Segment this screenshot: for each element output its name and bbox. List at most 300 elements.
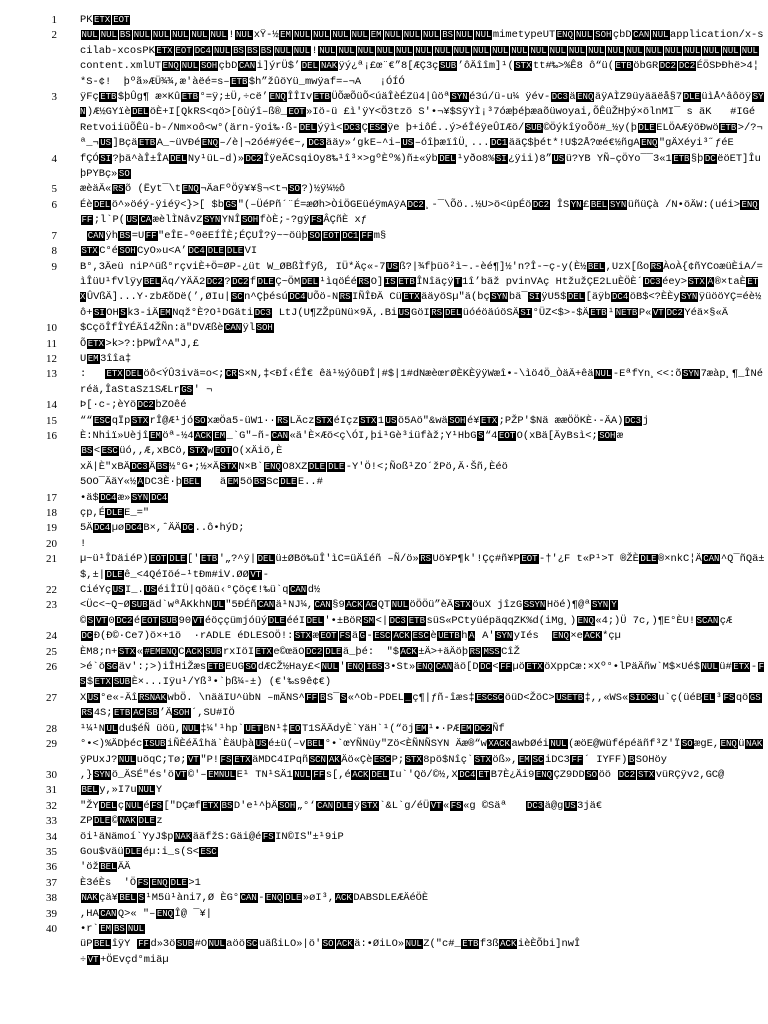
text-line: [0, 937, 768, 952]
text-line: [0, 922, 768, 937]
control-char-badge: UL: [212, 600, 224, 611]
control-char-badge: NUL: [396, 45, 413, 56]
text-run: þ: [630, 121, 637, 134]
text-run: È×...Iÿu¹/Yß³•`þß¼-±) (€'‰s9ê¢€): [131, 676, 332, 689]
control-char-badge: DEL: [445, 307, 462, 318]
control-char-badge: DLE: [207, 246, 224, 257]
text-run: !: [311, 44, 318, 57]
control-char-badge: SI: [100, 153, 112, 164]
control-char-badge: DC4: [612, 292, 629, 303]
control-char-badge: NUL: [118, 754, 136, 765]
control-char-badge: SUB: [176, 939, 194, 950]
control-char-badge: ESC: [101, 446, 118, 457]
text-run: çä¥: [99, 892, 118, 905]
text-run: "eÎE-º0ëEÍÎÈ;ÉÇUÎ?ÿ~~öüþ: [158, 229, 308, 242]
text-run: e©œäO: [273, 645, 305, 658]
text-run: P«: [638, 306, 652, 319]
control-char-badge: DC2: [532, 199, 550, 210]
line-content: [80, 198, 765, 229]
control-char-badge: ETX: [403, 292, 420, 303]
control-char-badge: ETB: [138, 138, 156, 149]
control-char-badge: ACK: [352, 769, 369, 780]
control-char-badge: SYN: [610, 199, 627, 210]
text-run: Î@ ¯¥|: [174, 907, 212, 920]
control-char-badge: UET: [245, 723, 262, 734]
control-char-badge: NUL: [549, 45, 566, 56]
control-char-badge: FS: [151, 800, 162, 811]
text-run: öª-½4: [162, 429, 194, 442]
control-char-badge: ETB: [181, 92, 198, 103]
control-char-badge: BS: [114, 923, 125, 934]
text-run: äMDC4: [252, 753, 284, 766]
control-char-badge: NUL: [357, 45, 374, 56]
text-run: ýÿì<: [317, 121, 343, 134]
text-run: IPqñ: [283, 753, 309, 766]
control-char-badge: DEL: [125, 369, 142, 380]
text-run: ÇZ9DD: [553, 768, 585, 781]
text-run: E_=": [124, 507, 150, 519]
control-char-badge: EMNUL: [208, 769, 236, 780]
line-content: [80, 460, 765, 475]
text-run: 1: [377, 414, 385, 427]
text-run: ièÈÕbi]nwÎ: [517, 938, 581, 951]
control-char-badge: STX: [81, 246, 98, 257]
control-char-badge: DEL: [306, 615, 323, 626]
control-char-badge: EM: [370, 30, 382, 41]
control-char-badge: NUL: [453, 45, 470, 56]
text-run: h: [461, 630, 468, 643]
control-char-badge: ACK: [393, 631, 410, 642]
control-char-badge: NUL: [703, 45, 720, 56]
control-char-badge: DEL: [170, 153, 187, 164]
text-run: awbØéi: [511, 738, 549, 751]
line-content: [80, 737, 765, 768]
control-char-badge: DC: [704, 153, 716, 164]
line-content: [80, 429, 765, 444]
text-run: <Üc<~Q~Ø: [80, 599, 130, 612]
control-char-badge: NUL: [182, 723, 199, 734]
line-number: 13: [46, 368, 57, 381]
control-char-badge: RS: [431, 307, 443, 318]
control-char-badge: DEL: [371, 769, 388, 780]
text-run: bä¯: [508, 291, 528, 304]
line-content: [80, 414, 765, 429]
control-char-badge: SYN: [80, 92, 764, 118]
control-char-badge: ENQ: [347, 662, 364, 673]
text-run: ¹¼¹N: [80, 722, 105, 735]
control-char-badge: ENQ: [720, 739, 737, 750]
text-run: ÿl: [242, 322, 256, 335]
text-run: ]Bçä: [112, 137, 138, 150]
text-run: Gou$väü: [80, 845, 124, 858]
text-run: ÿüööYÇ=éè½ô+: [80, 291, 762, 319]
control-char-badge: NUL: [319, 45, 336, 56]
text-run: DABSDLE: [353, 892, 397, 905]
control-char-badge: RS: [112, 184, 124, 195]
text-run: ß?|¾fþüö²ì~.-èé¶]½'n?Î-~ç-y(È½: [399, 260, 587, 273]
control-char-badge: NUL: [127, 923, 145, 934]
text-run: ©ÖýkîÿoÕö#_½y(: [543, 121, 631, 134]
text-run: Ç: [361, 121, 368, 134]
control-char-badge: DLE: [169, 554, 186, 565]
control-char-badge: DC2: [618, 769, 635, 780]
text-line: [0, 768, 768, 783]
line-number: 39: [46, 907, 57, 920]
control-char-badge: NUL: [100, 30, 117, 41]
control-char-badge: ETX: [87, 338, 104, 349]
control-char-badge: NUL: [313, 30, 330, 41]
control-char-badge: ETX: [480, 415, 498, 426]
control-char-badge: ENQ: [266, 893, 283, 904]
control-char-badge: EM: [518, 754, 530, 765]
line-content: [80, 830, 765, 845]
control-char-badge: EM: [87, 353, 99, 364]
control-char-badge: EM: [100, 923, 112, 934]
text-line: [0, 229, 768, 244]
text-run: f3ß: [479, 938, 499, 951]
line-number: 3: [51, 91, 57, 104]
control-char-badge: ETX: [156, 45, 173, 56]
text-run: æ: [312, 630, 319, 643]
text-run: PK: [80, 14, 93, 26]
control-char-badge: NUL: [235, 30, 253, 41]
control-char-badge: G: [359, 631, 365, 642]
control-char-badge: SSYN: [523, 600, 546, 611]
text-run: süS«PCtyüépäqqZK%d(iMg¸): [426, 614, 577, 627]
text-run: -Y'Ö!<;Ñoß¹ZO´žPö,Ä·Šñ,Èéö: [345, 460, 508, 473]
line-content: [80, 629, 765, 644]
text-run: N×B`: [238, 460, 264, 473]
text-run: E¹ TN¹SÄ1: [236, 768, 293, 781]
text-run: IÑÎÐÄ Cü: [352, 291, 402, 304]
text-line: [0, 876, 768, 891]
text-run: ö^»öéý-ÿiéÿ<}>[ $b: [111, 198, 224, 211]
line-number: 2: [51, 29, 57, 42]
control-char-badge: CA: [140, 215, 152, 226]
control-char-badge: EOT: [320, 631, 337, 642]
control-char-badge: SB: [147, 708, 158, 719]
control-char-badge: ACK: [584, 631, 601, 642]
text-run: '„?^ÿ|: [218, 553, 257, 566]
text-run: é: [143, 799, 150, 812]
text-run: $þÛg¶ æ×Kû: [117, 91, 181, 104]
control-char-badge: DLE: [280, 477, 297, 488]
text-line: [0, 891, 768, 906]
text-line: [0, 121, 768, 152]
text-run: >/?¬ª_¬: [80, 121, 763, 150]
control-char-badge: AC: [365, 600, 377, 611]
control-char-badge: DC3: [254, 307, 271, 318]
line-content: [80, 28, 765, 90]
control-char-badge: NUL: [456, 30, 473, 41]
control-char-badge: ACK: [346, 600, 363, 611]
text-run: ä: [351, 630, 359, 643]
text-run: >1: [188, 876, 201, 889]
control-char-badge: SOH: [241, 215, 259, 226]
text-run: ægE,: [694, 738, 720, 751]
control-char-badge: SOH: [595, 30, 612, 41]
text-run: 5Ä: [80, 522, 93, 535]
text-run: "P!: [200, 753, 220, 766]
text-line: [0, 737, 768, 768]
text-run: ¹: [607, 306, 615, 319]
control-char-badge: DC3: [131, 461, 148, 472]
text-run: ÿFç: [80, 91, 99, 104]
line-content: [80, 121, 765, 152]
control-char-badge: SO: [245, 662, 257, 673]
control-char-badge: DC3: [526, 800, 544, 811]
control-char-badge: DLE: [683, 92, 700, 103]
control-char-badge: EOT: [175, 45, 192, 56]
control-char-badge: ETX: [106, 369, 123, 380]
text-run: UÕö-N: [307, 291, 339, 304]
control-char-badge: DLE: [257, 276, 274, 287]
line-content: [80, 860, 765, 875]
control-char-badge: ESC: [373, 754, 391, 765]
text-run: °=ÿ;±Ü,÷cë’: [199, 91, 269, 104]
text-run: éey>: [662, 275, 688, 288]
control-char-badge: AC: [133, 708, 145, 719]
control-char-badge: S: [478, 430, 484, 441]
line-number: 36: [46, 861, 57, 874]
text-run: •r`: [80, 922, 99, 935]
line-number: 22: [46, 584, 57, 597]
text-run: Höé)¶@ª: [546, 599, 591, 612]
line-content: [80, 337, 765, 352]
control-char-badge: NUL: [391, 600, 408, 611]
text-run: »øI³,: [302, 892, 335, 905]
control-char-badge: NUL: [626, 45, 643, 56]
text-run: "(–ÜéPñ´¨É=æØh>ÒiÖGEüéÿmAÿA: [237, 198, 407, 211]
control-char-badge: DLE: [285, 893, 302, 904]
control-char-badge: ETB: [673, 153, 690, 164]
text-run: SOH: [635, 753, 655, 766]
text-run: DC3È·þ: [144, 476, 182, 489]
control-char-badge: ETX: [94, 677, 111, 688]
text-run: äv':;>)iÎHiŽæs: [118, 661, 207, 674]
line-content: [80, 182, 765, 197]
text-run: “4: [484, 429, 498, 442]
line-number: 24: [46, 630, 57, 643]
control-char-badge: STX: [220, 461, 237, 472]
text-run: üP: [80, 938, 93, 951]
text-line: [0, 244, 768, 259]
control-char-badge: ENQ: [535, 769, 553, 780]
control-char-badge: NUL: [511, 45, 528, 56]
line-number: 9: [51, 260, 57, 273]
text-run: xæÖa5-üW1··: [207, 414, 276, 427]
control-char-badge: CAN: [87, 230, 104, 241]
line-number: 14: [46, 399, 57, 412]
line-number: 26: [46, 661, 57, 674]
text-run: I_.: [125, 584, 144, 597]
text-run: È:Nhiï»Uèjî: [80, 429, 149, 442]
text-run: ö5Aö"&wä: [397, 414, 448, 427]
text-run: ..ô•hýD;: [194, 522, 245, 535]
text-run: 3jä€: [577, 799, 603, 812]
text-run: öß»,: [492, 753, 518, 766]
text-line: [0, 152, 768, 183]
control-char-badge: FS: [220, 754, 232, 765]
text-run: ;l`P(: [93, 214, 125, 227]
control-char-badge: FF: [81, 215, 93, 226]
text-run: æ»: [117, 491, 131, 504]
line-content: [80, 907, 765, 922]
control-char-badge: STX: [361, 800, 378, 811]
text-line: [0, 583, 768, 598]
text-run: -EªfYn¸<<:õ: [612, 368, 682, 381]
control-char-badge: SYN: [681, 292, 698, 303]
control-char-badge: DC2: [474, 723, 491, 734]
text-run: «ä'È×Æö<ç\ÓI,þi¹Gè³iüfàž;Y¹HbG: [289, 429, 477, 442]
text-run: *çµ: [602, 630, 621, 643]
control-char-badge: ETX: [733, 662, 750, 673]
text-line: [0, 598, 768, 613]
control-char-badge: NUL: [351, 30, 368, 41]
control-char-badge: ACK: [500, 939, 517, 950]
control-char-badge: DLE: [138, 816, 155, 827]
control-char-badge: NAK: [320, 61, 338, 72]
control-char-badge: BEL: [100, 862, 117, 873]
control-char-badge: BS: [156, 461, 168, 472]
text-run: ü#: [719, 661, 732, 674]
control-char-badge: US: [402, 138, 414, 149]
text-run: äÿAÌZ9üyääëå§7: [594, 91, 683, 104]
control-char-badge: ENQ: [741, 199, 758, 210]
control-char-badge: FF: [313, 769, 325, 780]
line-content: [80, 953, 765, 968]
control-char-badge: CAN: [100, 908, 117, 919]
text-line: [0, 321, 768, 336]
line-content: [80, 891, 765, 906]
text-run: ELÖAÆÿöÐwö: [656, 121, 719, 134]
control-char-badge: ENQ: [269, 92, 286, 103]
line-number: 28: [46, 722, 57, 735]
text-line: [0, 475, 768, 490]
line-content: [80, 13, 765, 28]
text-run: Äq/YÄÄ2: [161, 275, 206, 288]
text-run: öXppCæ:×Xº°•lPäÄñw`M$×Ué$: [544, 661, 701, 674]
text-run: GöI: [410, 306, 430, 319]
text-run: Iu`'Qö/©½,X: [389, 768, 458, 781]
line-content: [80, 876, 765, 891]
text-run: «^Ob-PDEL: [347, 691, 404, 704]
control-char-badge: DLE: [93, 816, 111, 827]
control-char-badge: BS: [119, 30, 131, 41]
control-char-badge: DC2: [137, 400, 154, 411]
control-char-badge: DLE: [640, 554, 657, 565]
control-char-badge: VT: [175, 769, 187, 780]
control-char-badge: EOT: [323, 230, 340, 241]
control-char-badge: IBS: [366, 662, 383, 673]
text-run: 1î’bäž pvinVAç HtžužÇE2LuÈÖÈ´: [462, 275, 643, 288]
text-run: C°é: [99, 245, 118, 258]
control-char-badge: SC: [246, 939, 258, 950]
text-line: [0, 783, 768, 798]
text-line: [0, 414, 768, 429]
text-line: [0, 629, 768, 644]
control-char-badge: SCN: [309, 754, 326, 765]
control-char-badge: ETB: [313, 92, 330, 103]
control-char-badge: NUL: [741, 45, 758, 56]
text-run: 5OO¯ÄäY«½: [80, 476, 137, 489]
line-content: [80, 922, 765, 937]
control-char-badge: SUB: [205, 646, 222, 657]
control-char-badge: EM: [460, 723, 472, 734]
text-run: Ç~ÖM: [275, 275, 301, 288]
text-run: ä:•ØiLO»: [354, 938, 405, 951]
control-char-badge: BEL: [307, 739, 324, 750]
text-run: S×N,‡<ÐÍ‹ÉÎ€ êä¹½ýôüÐÎ|#$|1#dNæèœrØÈKÈÿÿWæî•-\ìö4Ö_ÒäÄ+êä: [238, 368, 594, 381]
control-char-badge: DLE: [328, 461, 345, 472]
text-run: U: [80, 352, 87, 365]
text-run: -: [258, 892, 265, 905]
text-run: 4S;: [93, 707, 113, 720]
control-char-badge: NUL: [434, 45, 451, 56]
control-char-badge: NUL: [405, 939, 422, 950]
text-run: üìÅ^âôöÿ: [701, 91, 752, 104]
control-char-badge: SUB: [160, 615, 178, 626]
text-line: [0, 830, 768, 845]
control-char-badge: BEL: [183, 477, 200, 488]
control-char-badge: ETX: [255, 646, 272, 657]
text-line: [0, 444, 768, 459]
text-run: öuX jîzG: [472, 599, 523, 612]
text-run: w: [207, 445, 214, 458]
control-char-badge: SOH: [279, 800, 296, 811]
control-char-badge: S: [120, 307, 126, 318]
control-char-badge: NUL: [274, 45, 291, 56]
control-char-badge: NAK: [746, 739, 763, 750]
text-run: ´ IYFF): [583, 753, 628, 766]
text-run: ©: [80, 614, 87, 627]
control-char-badge: EOT: [214, 446, 232, 457]
line-number: 4: [51, 152, 57, 165]
control-char-badge: NUL: [181, 61, 198, 72]
control-char-badge: FS: [339, 631, 351, 642]
line-number: 35: [46, 845, 57, 858]
control-char-badge: ENQ: [577, 615, 594, 626]
text-run: <: [492, 661, 499, 674]
control-char-badge: EOT: [113, 15, 130, 25]
text-run: ääy»‘gkE–^i–: [326, 137, 401, 150]
text-run: ÂÇñÈ xƒ: [323, 214, 367, 227]
control-char-badge: DLE: [170, 877, 187, 888]
control-char-badge: NUL: [293, 30, 311, 41]
control-char-badge: DC2: [306, 646, 323, 657]
text-run: uäßiLO»|ö': [258, 938, 322, 951]
text-run: °e«-Äî: [100, 691, 138, 704]
text-run: Þ[·c-;èYö: [80, 399, 137, 412]
control-char-badge: NUL: [607, 45, 624, 56]
text-run: äd`wªÅKkhN: [149, 599, 212, 612]
control-char-badge: ETX: [80, 276, 759, 303]
control-char-badge: NUL: [568, 45, 586, 56]
control-char-badge: SI: [520, 307, 532, 318]
line-number: 16: [46, 429, 57, 442]
text-line: [0, 90, 768, 121]
control-char-badge: EOT: [498, 430, 516, 441]
control-char-badge: SUB: [525, 122, 542, 133]
control-char-badge: SYN: [491, 292, 508, 303]
control-char-badge: NUL: [664, 45, 682, 56]
text-run: ç: [117, 799, 125, 812]
line-number: 25: [46, 645, 57, 658]
line-content: [80, 552, 765, 583]
text-run: VI: [244, 245, 258, 258]
text-run: ÿ: [353, 799, 361, 812]
text-run: ’Ä: [159, 707, 172, 720]
